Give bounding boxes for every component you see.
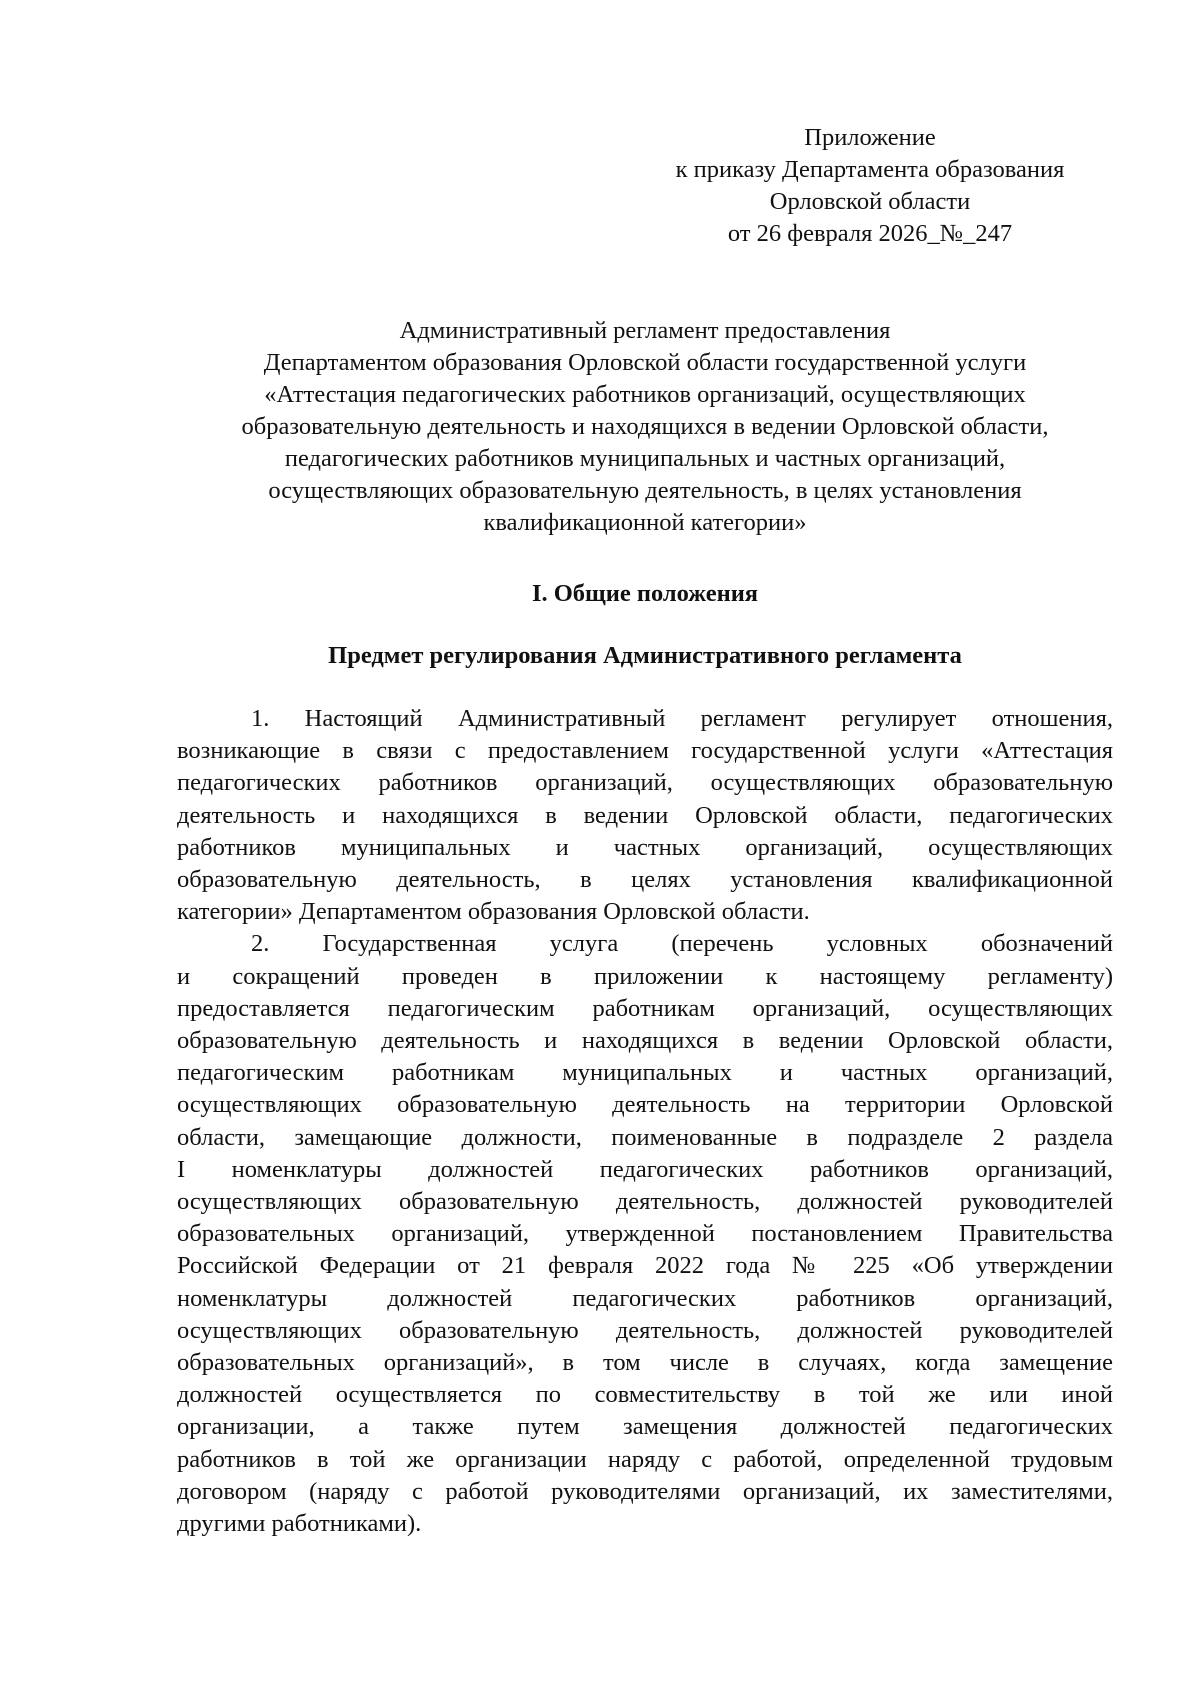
appendix-line: Орловской области bbox=[769, 188, 971, 215]
title-line: «Аттестация педагогических работников организаций, осуществляющих bbox=[264, 381, 1026, 408]
text-line: образовательных организаций, утвержденной постановлением Правительства bbox=[177, 1220, 1113, 1248]
text-line: области, замещающие должности, поименованные в подразделе 2 раздела bbox=[177, 1123, 1113, 1151]
text-line: должностей осуществляется по совместительству в той же или иной bbox=[177, 1381, 1113, 1409]
subsection-heading: Предмет регулирования Административного регламента bbox=[328, 642, 962, 669]
text-line: образовательную деятельность, в целях установления квалификационной bbox=[177, 866, 1113, 894]
text-line: возникающие в связи с предоставлением государственной услуги «Аттестация bbox=[177, 737, 1113, 765]
document-title bbox=[170, 315, 1120, 539]
text-line: I номенклатуры должностей педагогических работников организаций, bbox=[177, 1155, 1113, 1183]
appendix-line: к приказу Департамента образования bbox=[675, 156, 1065, 183]
appendix-header bbox=[620, 122, 1120, 250]
text-line: образовательных организаций», в том числе в случаях, когда замещение bbox=[177, 1349, 1113, 1377]
text-line: педагогическим работникам муниципальных и частных организаций, bbox=[177, 1059, 1113, 1087]
title-line: квалификационной категории» bbox=[483, 509, 807, 536]
text-line: деятельность и находящихся в ведении Орловской области, педагогических bbox=[177, 801, 1113, 829]
text-line: Российской Федерации от 21 февраля 2022 года № 225 «Об утверждении bbox=[177, 1252, 1113, 1280]
section-heading: I. Общие положения bbox=[531, 580, 759, 607]
text-line: работников в той же организации наряду с работой, определенной трудовым bbox=[177, 1445, 1113, 1473]
text-line: образовательную деятельность и находящихся в ведении Орловской области, bbox=[177, 1027, 1113, 1055]
paragraph-2 bbox=[177, 928, 1113, 1540]
text-line: другими работниками). bbox=[177, 1510, 422, 1538]
title-line: осуществляющих образовательную деятельность, в целях установления bbox=[268, 477, 1022, 504]
text-line: работников муниципальных и частных организаций, осуществляющих bbox=[177, 833, 1113, 861]
text-line: предоставляется педагогическим работникам организаций, осуществляющих bbox=[177, 994, 1113, 1022]
text-line: осуществляющих образовательную деятельность на территории Орловской bbox=[177, 1091, 1113, 1119]
title-line: образовательную деятельность и находящихся в ведении Орловской области, bbox=[241, 413, 1049, 440]
title-line: Административный регламент предоставления bbox=[399, 317, 891, 344]
text-line: категории» Департаментом образования Орловской области. bbox=[177, 898, 810, 926]
title-line: Департаментом образования Орловской области государственной услуги bbox=[263, 349, 1027, 376]
text-line: 2. Государственная услуга (перечень условных обозначений bbox=[251, 930, 1113, 958]
appendix-line: от 26 февраля 2026_№_247 bbox=[727, 220, 1013, 247]
text-line: и сокращений проведен в приложении к настоящему регламенту) bbox=[177, 962, 1113, 990]
text-line: договором (наряду с работой руководителями организаций, их заместителями, bbox=[177, 1477, 1113, 1505]
text-line: педагогических работников организаций, осуществляющих образовательную bbox=[177, 769, 1113, 797]
text-line: организации, а также путем замещения должностей педагогических bbox=[177, 1413, 1113, 1441]
text-line: осуществляющих образовательную деятельность, должностей руководителей bbox=[177, 1188, 1113, 1216]
scan-artifact bbox=[555, 108, 625, 114]
body-text bbox=[177, 703, 1113, 1540]
appendix-line: Приложение bbox=[804, 124, 936, 151]
text-line: номенклатуры должностей педагогических работников организаций, bbox=[177, 1284, 1113, 1312]
title-line: педагогических работников муниципальных и частных организаций, bbox=[284, 445, 1006, 472]
text-line: 1. Настоящий Административный регламент регулирует отношения, bbox=[251, 705, 1113, 732]
paragraph-1 bbox=[177, 703, 1113, 928]
text-line: осуществляющих образовательную деятельность, должностей руководителей bbox=[177, 1316, 1113, 1344]
